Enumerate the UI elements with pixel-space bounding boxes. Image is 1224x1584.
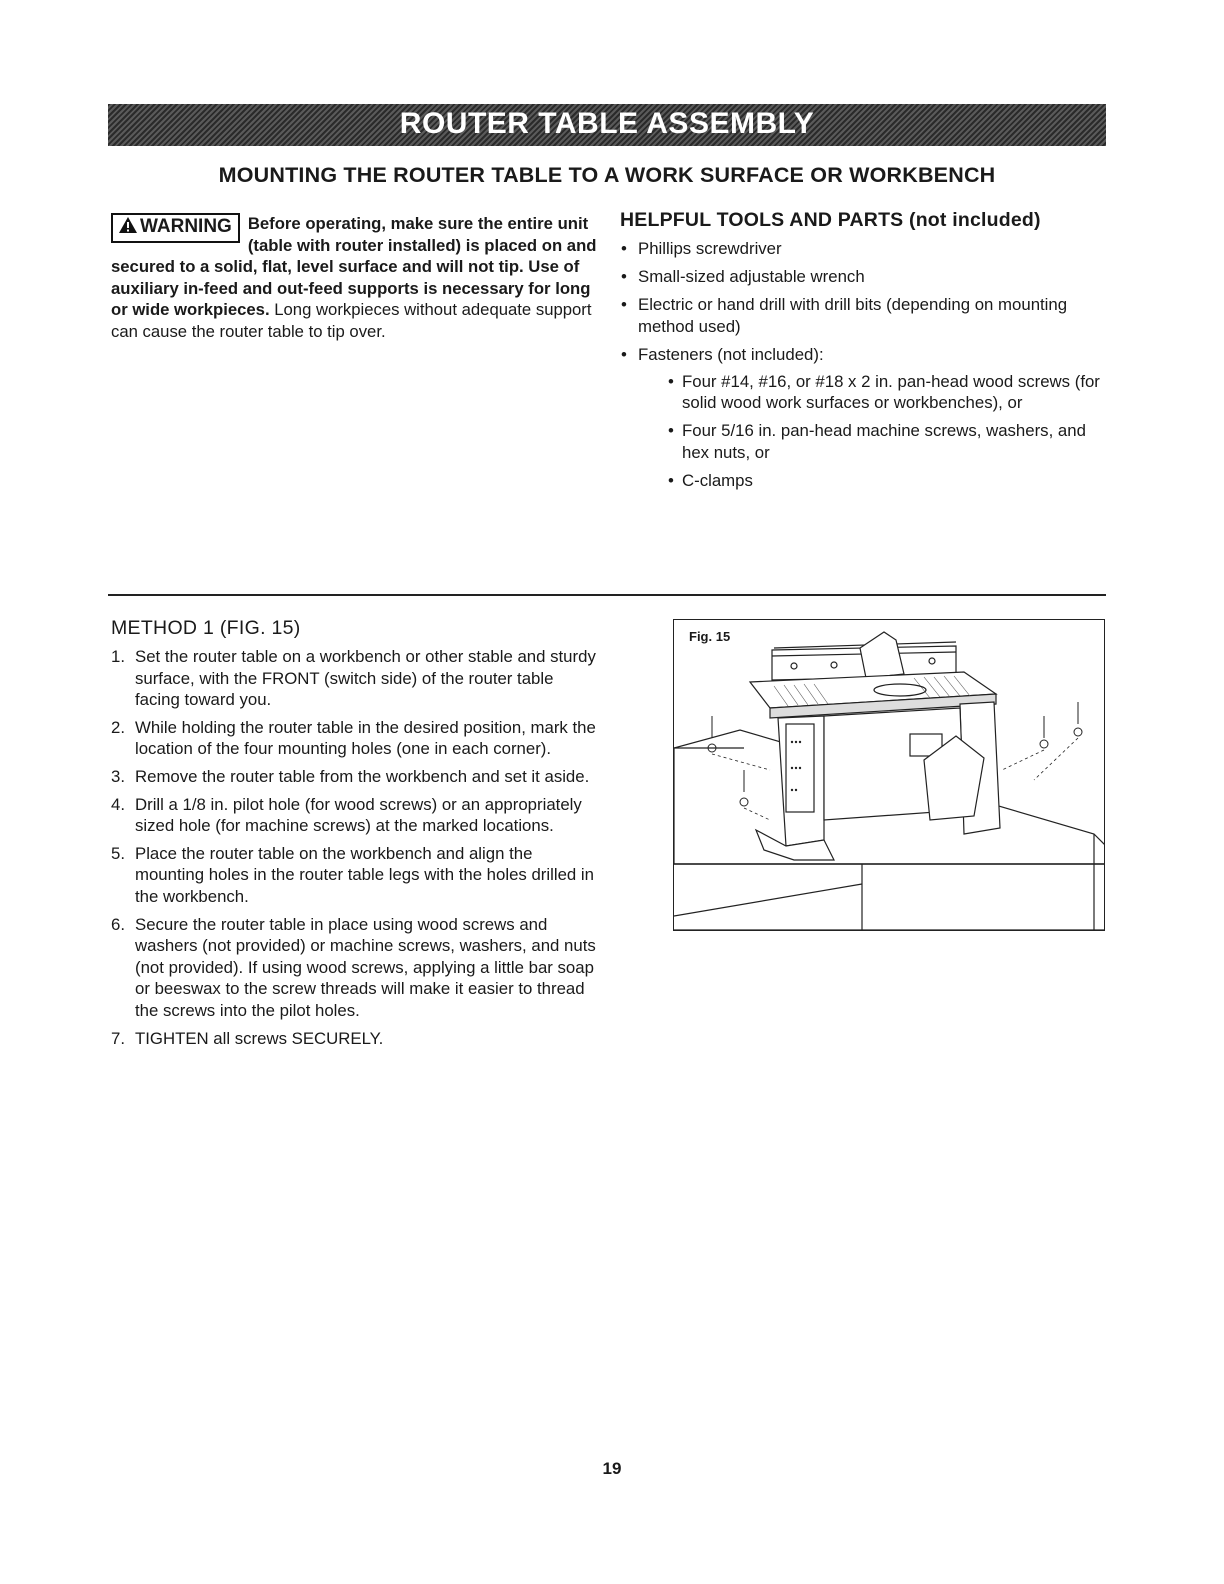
step-text: TIGHTEN all screws SECURELY. [135, 1028, 384, 1048]
section-banner [108, 104, 1106, 146]
tools-title: HELPFUL TOOLS AND PARTS (not included) [620, 209, 1041, 231]
figure-label: Fig. 15 [689, 629, 731, 644]
step-number: 4. [111, 794, 125, 814]
step-number: 6. [111, 914, 125, 934]
tool-item: • Electric or hand drill with drill bits (depending on mounting method used) [620, 294, 1100, 336]
warning-label: WARNING [140, 216, 232, 237]
fastener-item: • C-clamps [668, 470, 1100, 491]
tool-item-fasteners [620, 344, 1100, 491]
step-item [111, 1028, 597, 1050]
tool-item: • Phillips screwdriver [620, 238, 1100, 259]
warning-block [111, 213, 597, 342]
step-text: Remove the router table from the workbench and set it aside. [135, 766, 590, 786]
step-number: 3. [111, 766, 125, 786]
warning-plain-text: Long workpieces without adequate support can cause the router table to tip over. [111, 300, 592, 341]
step-item [111, 766, 597, 788]
step-number: 2. [111, 717, 125, 737]
step-number: 1. [111, 647, 125, 666]
method-steps [111, 646, 597, 1055]
method-title: METHOD 1 (FIG. 15) [111, 617, 301, 639]
step-text: Place the router table on the workbench and align the mounting holes in the router table legs with the holes drilled in the workbench. [135, 843, 594, 906]
section-divider [108, 594, 1106, 596]
fastener-item: • Four #14, #16, or #18 x 2 in. pan-head wood screws (for solid wood work surfaces or workbenches), or [668, 371, 1100, 413]
step-number: 5. [111, 843, 125, 863]
step-text: While holding the router table in the desired position, mark the location of the four mounting holes (one in each corner). [135, 717, 596, 759]
fastener-item: • Four 5/16 in. pan-head machine screws, washers, and hex nuts, or [668, 420, 1100, 462]
step-text: Drill a 1/8 in. pilot hole (for wood screws) or an appropriately sized hole (for machine screws) at the marked locations. [135, 794, 582, 836]
step-item [111, 914, 597, 1022]
banner-title: ROUTER TABLE ASSEMBLY [399, 107, 815, 140]
step-text: Set the router table on a workbench or other stable and sturdy surface, with the FRONT (switch side) of the router table facing toward you. [135, 647, 596, 710]
step-item [111, 794, 597, 837]
step-number: 7. [111, 1028, 125, 1048]
tools-list [620, 238, 1100, 498]
tool-item-label: Fasteners (not included): [638, 344, 824, 364]
figure-15 [673, 619, 1105, 931]
step-item [111, 646, 597, 711]
tool-item: • Small-sized adjustable wrench [620, 266, 1100, 287]
step-item [111, 843, 597, 908]
warning-bold-text: Before operating, make sure the entire unit (table with router installed) is placed on and secured to a solid, flat, level surface and will not tip. Use of auxiliary in-feed and out-feed supports is necessary for long or wide workpieces. [111, 214, 597, 319]
step-item [111, 717, 597, 760]
section-title: MOUNTING THE ROUTER TABLE TO A WORK SURFACE OR WORKBENCH [218, 163, 996, 187]
step-text: Secure the router table in place using wood screws and washers (not provided) or machine screws, washers, and nuts (not provided). If using wood screws, applying a little bar soap or beeswax to the screw threads will make it easier to thread the screws into the pilot holes. [135, 914, 596, 1020]
fasteners-list [668, 371, 1100, 491]
page-number: 19 [602, 1459, 622, 1478]
router-table-illustration [674, 620, 1105, 931]
warning-triangle-icon [118, 216, 138, 234]
warning-badge [111, 213, 240, 243]
